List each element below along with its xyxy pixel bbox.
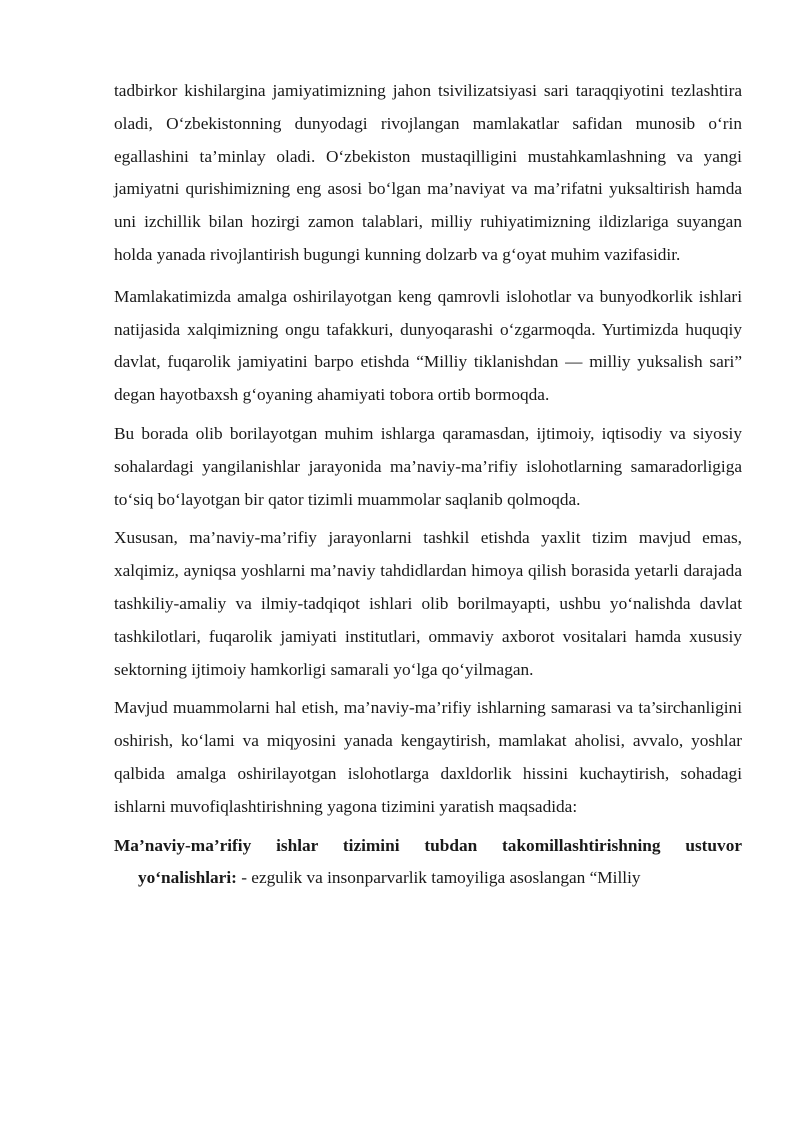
paragraph-1: tadbirkor kishilargina jamiyatimizning jahon tsivilizatsiyasi sari taraqqiyotini tezlashtira oladi, O‘zbekistonning dunyodagi rivojlangan mamlakatlar safidan munosib o‘rin egallashini ta’minlay oladi. O‘zbekiston mustaqilligini mustahkamlashning va yangi jamiyatni qurishimizning eng asosi bo‘lgan ma’naviyat va ma’rifatni yuksaltirish hamda uni izchillik bilan hozirgi zamon talablari, milliy ruhiyatimizning ildizlariga suyangan holda yanada rivojlantirish bugungi kunning dolzarb va g‘oyat muhim vazifasidir. xyxy=(114,81,742,264)
paragraph-3: Bu borada olib borilayotgan muhim ishlarga qaramasdan, ijtimoiy, iqtisodiy va siyosiy sohalardagi yangilanishlar jarayonida ma’naviy-ma’rifiy islohotlarning samaradorligiga to‘siq bo‘layotgan bir qator tizimli muammolar saqlanib qolmoqda. xyxy=(114,423,742,509)
document-body xyxy=(114,75,742,895)
paragraph-2: Mamlakatimizda amalga oshirilayotgan keng qamrovli islohotlar va bunyodkorlik ishlari natijasida xalqimizning ongu tafakkuri, dunyoqarashi o‘zgarmoqda. Yurtimizda huquqiy davlat, fuqarolik jamiyatini barpo etishda “Milliy tiklanishdan — milliy yuksalish sari” degan hayotbaxsh g‘oyaning ahamiyati tobora ortib bormoqda. xyxy=(114,286,742,405)
paragraph-4: Xususan, ma’naviy-ma’rifiy jarayonlarni tashkil etishda yaxlit tizim mavjud emas, xalqimiz, ayniqsa yoshlarni ma’naviy tahdidlardan himoya qilish borasida yetarli darajada tashkiliy-amaliy va ilmiy-tadqiqot ishlari olib borilmayapti, ushbu yo‘nalishda davlat tashkilotlari, fuqarolik jamiyati institutlari, ommaviy axborot vositalari hamda xususiy sektorning ijtimoiy hamkorligi samarali yo‘lga qo‘yilmagan. xyxy=(114,528,742,679)
paragraph-5: Mavjud muammolarni hal etish, ma’naviy-ma’rifiy ishlarning samarasi va ta’sirchanligini oshirish, ko‘lami va miqyosini yanada kengaytirish, mamlakat aholisi, avvalo, yoshlar qalbida amalga oshirilayotgan islohotlarga daxldorlik hissini kuchaytirish, sohadagi ishlarni muvofiqlashtirishning yagona tizimini yaratish maqsadida: xyxy=(114,698,742,816)
section-heading-paragraph xyxy=(114,830,742,896)
section-heading: Ma’naviy-ma’rifiy ishlar tizimini tubdan takomillashtirishning ustuvor yo‘nalishlari: xyxy=(114,835,742,888)
section-heading-continuation: - ezgulik va insonparvarlik tamoyiliga asoslangan “Milliy xyxy=(236,868,641,888)
